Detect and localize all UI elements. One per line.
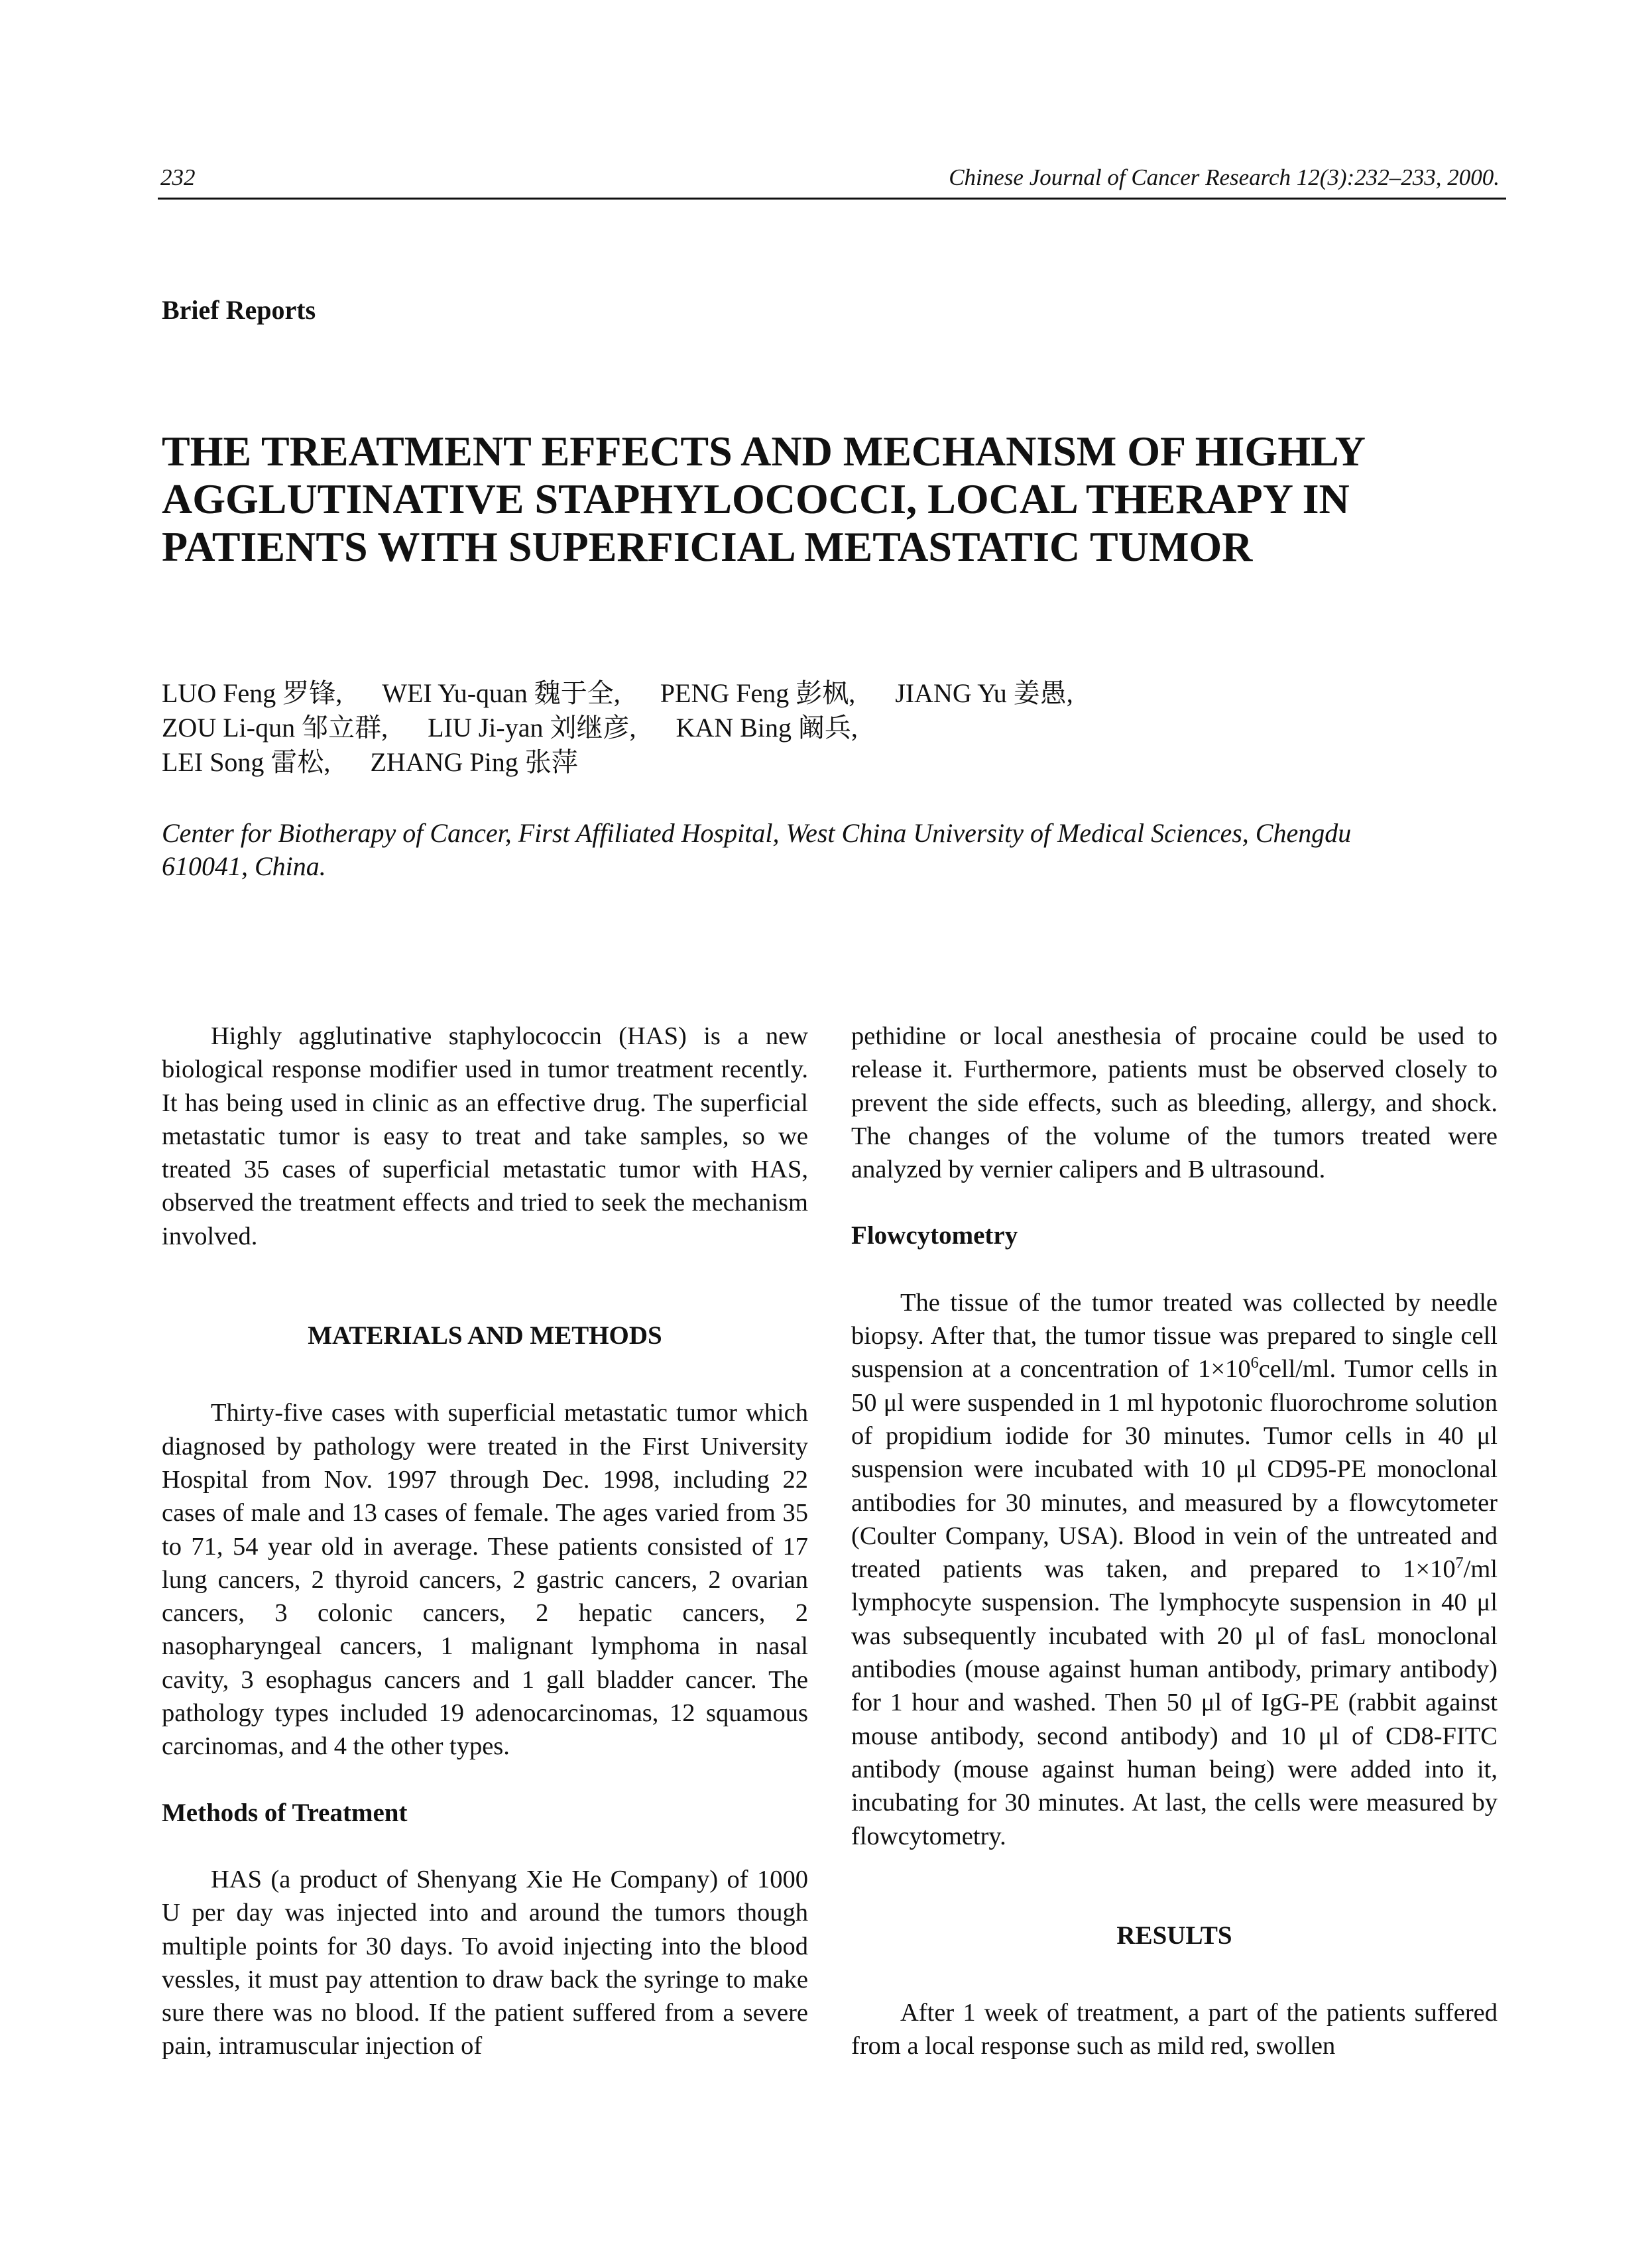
heading-methods-of-treatment: Methods of Treatment [162,1798,408,1827]
heading-results: RESULTS [1116,1921,1232,1950]
author-line-2 [162,711,1421,745]
section-label: Brief Reports [162,295,316,325]
treatment-paragraph: HAS (a product of Shenyang Xie He Company) of 1000 U per day was injected into and around the tumors though multiple points for 30 days. To avoid injecting into the blood vessles, it must pay attention to draw back the syringe to make sure there was no blood. If the patient suffered from a severe pain, intramuscular injection of [162,1865,808,2060]
treatment-continued-paragraph: pethidine or local anesthesia of procaine could be used to release it. Furthermore, patients must be observed closely to prevent the side effects, such as bleeding, allergy, and shock. The changes of the volume of the tumors treated were analyzed by vernier calipers and B ultrasound. [851,1022,1498,1184]
intro-paragraph: Highly agglutinative staphylococcin (HAS) is a new biological response modifier used in tumor treatment recently. It has being used in clinic as an effective drug. The superficial metastatic tumor is easy to treat and take samples, so we treated 35 cases of superficial metastatic tumor with HAS, observed the treatment effects and tried to seek the mechanism involved. [162,1022,808,1250]
page-number: 232 [160,164,196,190]
flow-text-a: The tissue of the tumor treated was collected by needle biopsy. After that, the tumor tissue was prepared to single cell suspension at a concentration of 1×10 [851,1288,1498,1384]
article-title: THE TREATMENT EFFECTS AND MECHANISM OF HIGHLY AGGLUTINATIVE STAPHYLOCOCCI, LOCAL THERAPY IN PATIENTS WITH SUPERFICIAL METASTATIC TUMOR [162,428,1364,570]
author: WEI Yu-quan 魏于全, [382,678,620,708]
header-rule [158,198,1506,200]
author: JIANG Yu 姜愚, [895,678,1073,708]
flowcytometry-paragraph [851,1286,1498,1853]
running-header-journal: Chinese Journal of Cancer Research 12(3):232–233, 2000. [949,164,1500,190]
heading-materials-methods: MATERIALS AND METHODS [308,1321,662,1350]
left-column [162,1020,808,2063]
author: LIU Ji-yan 刘继彦, [428,713,636,743]
affiliation: Center for Biotherapy of Cancer, First Affiliated Hospital, West China University of Medical Sciences, Chengdu 610041, China. [162,818,1352,881]
author: ZOU Li-qun 邹立群, [162,713,388,743]
results-paragraph: After 1 week of treatment, a part of the patients suffered from a local response such as mild red, swollen [851,1999,1498,2060]
author: LUO Feng 罗锋, [162,678,343,708]
author: LEI Song 雷松, [162,747,331,777]
superscript-7: 7 [1455,1555,1464,1573]
author-line-1 [162,676,1421,711]
author: KAN Bing 阚兵, [676,713,858,743]
superscript-6: 6 [1250,1354,1259,1372]
heading-flowcytometry: Flowcytometry [851,1221,1018,1250]
flow-text-c: /ml lymphocyte suspension. The lymphocyte suspension in 40 μl was subsequently incubated with 20 μl of fasL monoclonal antibodies (mouse against human antibody, primary antibody) for 1 hour and washed. Then 50 μl of IgG-PE (rabbit against mouse antibody, second antibody) and 10 μl of CD8-FITC antibody (mouse against human being) were added into it, incubating for 30 minutes. At last, the cells were measured by flowcytometry. [851,1555,1498,1850]
methods-paragraph: Thirty-five cases with superficial metastatic tumor which diagnosed by pathology were treated in the First University Hospital from Nov. 1997 through Dec. 1998, including 22 cases of male and 13 cases of female. The ages varied from 35 to 71, 54 year old in average. These patients consisted of 17 lung cancers, 2 thyroid cancers, 2 gastric cancers, 2 ovarian cancers, 3 colonic cancers, 2 hepatic cancers, 2 nasopharyngeal cancers, 1 malignant lymphoma in nasal cavity, 3 esophagus cancers and 1 gall bladder cancer. The pathology types included 19 adenocarcinomas, 12 squamous carcinomas, and 4 the other types. [162,1399,808,1761]
author: PENG Feng 彭枫, [660,678,856,708]
flow-text-b: cell/ml. Tumor cells in 50 μl were suspended in 1 ml hypotonic fluorochrome solution of propidium iodide for 30 minutes. Tumor cells in 40 μl suspension were incubated with 10 μl CD95-PE monoclonal antibodies for 30 minutes, and measured by a flowcytometer (Coulter Company, USA). Blood in vein of the untreated and treated patients was taken, and prepared to 1×10 [851,1355,1498,1584]
right-column [851,1020,1498,2063]
author: ZHANG Ping 张萍 [370,747,578,777]
author-list [162,676,1421,780]
author-line-3 [162,745,1421,780]
